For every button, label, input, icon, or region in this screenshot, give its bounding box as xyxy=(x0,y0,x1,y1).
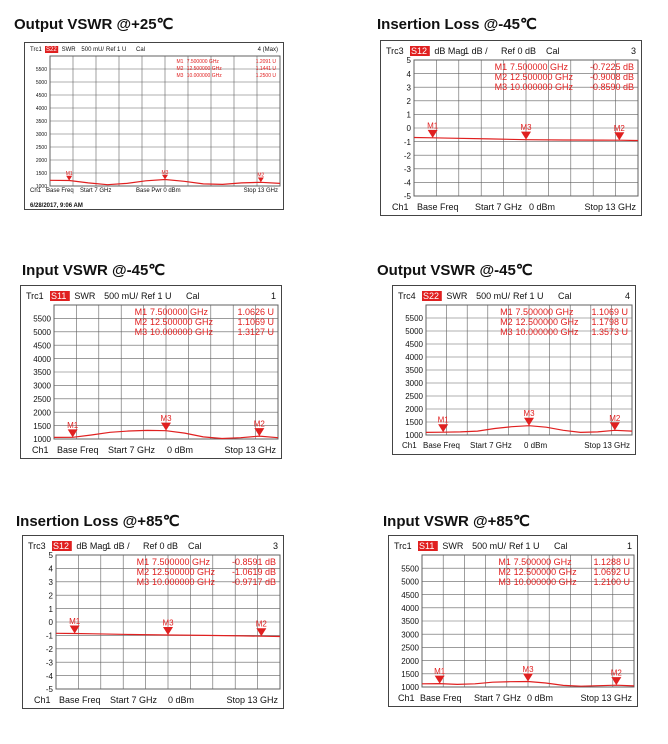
readout-freq: 12.500000 GHz xyxy=(515,317,579,327)
marker-label: M2 xyxy=(613,123,625,133)
trace-label: Trc1 xyxy=(394,541,412,551)
cal-label: Cal xyxy=(136,47,146,53)
y-tick-label: 5500 xyxy=(401,564,419,574)
trace-label: Trc1 xyxy=(26,291,44,301)
y-tick-label: 2500 xyxy=(405,392,423,402)
readout-name: M1 xyxy=(176,59,184,65)
chart-panel xyxy=(24,42,284,210)
y-tick-label: 2 xyxy=(48,591,53,601)
panel-frame xyxy=(25,43,284,210)
y-tick-label: 2500 xyxy=(401,643,419,653)
ref-label: Ref 0 dB xyxy=(143,541,179,551)
y-tick-label: 1500 xyxy=(33,421,51,431)
readout-value: -0.9717 dB xyxy=(231,577,276,587)
readout-name: M3 xyxy=(500,327,513,337)
y-tick-label: 5500 xyxy=(405,314,423,324)
cal-label: Cal xyxy=(188,541,202,551)
footer-power: 0 dBm xyxy=(524,441,548,450)
footer-mode: Base Freq xyxy=(46,188,74,194)
y-tick-label: -1 xyxy=(403,137,411,147)
format-label: SWR xyxy=(442,541,464,551)
y-tick-label: 3500 xyxy=(401,617,419,627)
marker-label: M3 xyxy=(520,123,532,133)
y-tick-label: 4500 xyxy=(405,340,423,350)
readout-freq: 12.500000 GHz xyxy=(149,317,213,327)
chart-svg xyxy=(392,285,636,455)
chart-panel xyxy=(392,285,636,455)
y-tick-label: -4 xyxy=(403,178,411,188)
y-tick-label: 4000 xyxy=(405,353,423,363)
readout-name: M3 xyxy=(136,577,150,587)
footer-start: Start 7 GHz xyxy=(110,695,158,705)
readout-value: 1.2500 U xyxy=(255,73,276,79)
readout-name: M1 xyxy=(494,62,508,72)
channel-number: 3 xyxy=(630,46,636,56)
y-tick-label: -2 xyxy=(45,644,53,654)
y-tick-label: 3 xyxy=(406,83,411,93)
chart-date: 6/28/2017, 9:06 AM xyxy=(30,203,83,209)
y-tick-label: 2000 xyxy=(401,656,419,666)
footer-channel: Ch1 xyxy=(398,693,415,703)
y-tick-label: 1000 xyxy=(401,683,419,693)
footer-channel: Ch1 xyxy=(402,441,417,450)
readout-value: 1.3573 U xyxy=(591,327,628,337)
y-tick-label: -2 xyxy=(403,151,411,161)
readout-name: M1 xyxy=(500,307,513,317)
y-tick-label: 3000 xyxy=(35,132,47,139)
format-label: SWR xyxy=(61,47,76,53)
scale-label: 500 mU/ xyxy=(476,291,511,301)
readout-name: M3 xyxy=(498,577,511,587)
chart-title: Output VSWR @+25℃ xyxy=(14,16,174,33)
chart-footer xyxy=(386,202,636,214)
channel-number: 1 xyxy=(626,541,632,551)
y-tick-label: -5 xyxy=(45,685,53,695)
marker-label: M2 xyxy=(609,413,621,423)
y-tick-label: 5 xyxy=(406,56,411,66)
readout-value: -0.9008 dB xyxy=(589,72,634,82)
footer-channel: Ch1 xyxy=(32,445,49,455)
readout-freq: 7.500000 GHz xyxy=(151,557,210,567)
marker-label: M2 xyxy=(255,619,267,629)
marker-label: M1 xyxy=(65,170,73,177)
footer-mode: Base Freq xyxy=(423,441,460,450)
chart-footer xyxy=(30,188,278,200)
chart-title: Input VSWR @-45℃ xyxy=(22,262,166,279)
y-tick-label: 5500 xyxy=(35,67,47,74)
footer-channel: Ch1 xyxy=(392,202,409,212)
scale-label: 1 dB / xyxy=(464,46,488,56)
format-label: dB Mag xyxy=(76,541,108,551)
chart-svg xyxy=(22,535,284,709)
y-tick-label: 5000 xyxy=(33,327,51,337)
param-label: S22 xyxy=(423,291,440,301)
y-tick-label: -5 xyxy=(403,192,411,202)
y-tick-label: -4 xyxy=(45,671,53,681)
y-tick-label: 2000 xyxy=(33,408,51,418)
chart-panel xyxy=(20,285,282,459)
format-label: dB Mag xyxy=(434,46,466,56)
readout-value: -0.8590 dB xyxy=(589,82,634,92)
y-tick-label: 0 xyxy=(406,124,411,134)
readout-value: 1.1441 U xyxy=(255,66,276,72)
footer-start: Start 7 GHz xyxy=(470,441,512,450)
readout-freq: 10.000000 GHz xyxy=(151,577,215,587)
readout-freq: 10.000000 GHz xyxy=(186,73,222,79)
footer-stop: Stop 13 GHz xyxy=(243,188,278,194)
chart-svg xyxy=(388,535,638,707)
cal-label: Cal xyxy=(546,46,560,56)
readout-name: M2 xyxy=(134,317,148,327)
footer-power: 0 dBm xyxy=(167,445,194,455)
scale-label: 1 dB / xyxy=(106,541,130,551)
readout-value: -0.8591 dB xyxy=(231,557,276,567)
param-label: S11 xyxy=(51,291,67,301)
chart-title: Output VSWR @-45℃ xyxy=(377,262,533,279)
y-tick-label: 1 xyxy=(406,110,411,120)
footer-start: Start 7 GHz xyxy=(475,202,523,212)
y-tick-label: 4500 xyxy=(35,93,47,100)
readout-value: 1.2091 U xyxy=(255,59,276,65)
y-tick-label: -3 xyxy=(45,658,53,668)
marker-label: M1 xyxy=(67,420,79,430)
chart-panel xyxy=(388,535,638,707)
readout-name: M2 xyxy=(494,72,508,82)
marker-label: M1 xyxy=(434,667,446,677)
readout-freq: 10.000000 GHz xyxy=(515,327,579,337)
y-tick-label: 1500 xyxy=(35,171,47,178)
marker-label: M2 xyxy=(257,172,265,179)
y-tick-label: 2000 xyxy=(405,405,423,415)
readout-freq: 12.500000 GHz xyxy=(186,66,222,72)
readout-freq: 10.000000 GHz xyxy=(513,577,577,587)
y-tick-label: 2000 xyxy=(35,158,47,165)
cal-label: Cal xyxy=(186,291,200,301)
cal-label: Cal xyxy=(554,541,568,551)
footer-stop: Stop 13 GHz xyxy=(584,202,636,212)
footer-stop: Stop 13 GHz xyxy=(226,695,278,705)
y-tick-label: 5000 xyxy=(401,577,419,587)
y-tick-label: 4500 xyxy=(33,341,51,351)
ref-label: Ref 1 U xyxy=(106,47,127,53)
readout-freq: 7.500000 GHz xyxy=(186,59,219,65)
y-tick-label: 3000 xyxy=(405,379,423,389)
readout-freq: 7.500000 GHz xyxy=(515,307,574,317)
readout-value: -1.0619 dB xyxy=(231,567,276,577)
chart-panel xyxy=(22,535,284,709)
readout-freq: 7.500000 GHz xyxy=(513,557,572,567)
y-tick-label: 1000 xyxy=(405,431,423,441)
y-tick-label: 3500 xyxy=(405,366,423,376)
y-tick-label: 1 xyxy=(48,604,53,614)
ref-label: Ref 1 U xyxy=(141,291,172,301)
y-tick-label: 4000 xyxy=(401,603,419,613)
chart-svg xyxy=(20,285,282,459)
channel-number: 1 xyxy=(270,291,276,301)
cal-label: Cal xyxy=(558,291,572,301)
y-tick-label: 1500 xyxy=(401,669,419,679)
trace-label: Trc4 xyxy=(398,291,416,301)
ref-label: Ref 0 dB xyxy=(501,46,537,56)
marker-label: M3 xyxy=(523,409,535,419)
readout-name: M3 xyxy=(176,73,184,79)
y-tick-label: 1000 xyxy=(35,184,47,191)
readout-name: M2 xyxy=(500,317,513,327)
footer-power: Base Pwr 0 dBm xyxy=(136,188,181,194)
param-label: S22 xyxy=(46,47,57,53)
readout-freq: 10.000000 GHz xyxy=(509,82,573,92)
readout-value: 1.1798 U xyxy=(591,317,628,327)
y-tick-label: 0 xyxy=(48,618,53,628)
y-tick-label: 5500 xyxy=(33,314,51,324)
readout-freq: 7.500000 GHz xyxy=(509,62,568,72)
readout-value: 1.3127 U xyxy=(237,327,274,337)
readout-value: 1.1069 U xyxy=(591,307,628,317)
y-tick-label: 3500 xyxy=(33,368,51,378)
trace-label: Trc1 xyxy=(30,47,42,53)
y-tick-label: 2500 xyxy=(33,394,51,404)
chart-title: Insertion Loss @+85℃ xyxy=(16,513,180,530)
marker-label: M3 xyxy=(161,169,169,176)
footer-stop: Stop 13 GHz xyxy=(584,441,630,450)
marker-label: M2 xyxy=(610,668,622,678)
footer-mode: Base Freq xyxy=(417,202,459,212)
chart-panel xyxy=(380,40,642,216)
y-tick-label: 4000 xyxy=(33,354,51,364)
marker-label: M2 xyxy=(253,419,265,429)
readout-value: 1.2100 U xyxy=(593,577,630,587)
readout-name: M2 xyxy=(176,66,184,72)
marker-label: M3 xyxy=(162,618,174,628)
readout-value: 1.0626 U xyxy=(237,307,274,317)
footer-power: 0 dBm xyxy=(529,202,556,212)
footer-power: 0 dBm xyxy=(527,693,554,703)
y-tick-label: 4000 xyxy=(35,106,47,113)
y-tick-label: 3000 xyxy=(33,381,51,391)
trace-label: Trc3 xyxy=(28,541,46,551)
y-tick-label: 5000 xyxy=(405,327,423,337)
footer-start: Start 7 GHz xyxy=(80,188,112,194)
readout-freq: 12.500000 GHz xyxy=(513,567,577,577)
y-tick-label: 2500 xyxy=(35,145,47,152)
marker-label: M3 xyxy=(160,414,172,424)
readout-name: M3 xyxy=(134,327,148,337)
readout-name: M1 xyxy=(134,307,148,317)
readout-name: M1 xyxy=(498,557,511,567)
y-tick-label: 1500 xyxy=(405,418,423,428)
y-tick-label: 1000 xyxy=(33,435,51,445)
readout-name: M3 xyxy=(494,82,508,92)
format-label: SWR xyxy=(446,291,468,301)
scale-label: 500 mU/ xyxy=(81,47,105,53)
marker-label: M1 xyxy=(437,415,449,425)
chart-svg xyxy=(380,40,642,216)
chart-footer xyxy=(394,693,632,705)
footer-channel: Ch1 xyxy=(30,188,42,194)
readout-name: M2 xyxy=(498,567,511,577)
y-tick-label: 3500 xyxy=(35,119,47,126)
chart-title: Insertion Loss @-45℃ xyxy=(377,16,537,33)
readout-value: 1.1288 U xyxy=(593,557,630,567)
marker-label: M1 xyxy=(427,121,439,131)
channel-number: 4 (Max) xyxy=(257,47,278,53)
scale-label: 500 mU/ xyxy=(472,541,507,551)
footer-start: Start 7 GHz xyxy=(474,693,522,703)
footer-power: 0 dBm xyxy=(168,695,195,705)
chart-footer xyxy=(28,695,278,707)
y-tick-label: 3 xyxy=(48,577,53,587)
y-tick-label: 4 xyxy=(406,69,411,79)
footer-mode: Base Freq xyxy=(59,695,101,705)
y-tick-label: 4 xyxy=(48,564,53,574)
readout-freq: 12.500000 GHz xyxy=(509,72,573,82)
footer-mode: Base Freq xyxy=(57,445,99,455)
footer-stop: Stop 13 GHz xyxy=(224,445,276,455)
y-tick-label: 2 xyxy=(406,96,411,106)
readout-value: -0.7225 dB xyxy=(589,62,634,72)
format-label: SWR xyxy=(74,291,96,301)
chart-svg xyxy=(24,42,284,210)
ref-label: Ref 1 U xyxy=(509,541,540,551)
y-tick-label: 3000 xyxy=(401,630,419,640)
param-label: S12 xyxy=(53,541,70,551)
readout-name: M2 xyxy=(136,567,150,577)
readout-freq: 10.000000 GHz xyxy=(149,327,213,337)
y-tick-label: 4500 xyxy=(401,590,419,600)
chart-footer xyxy=(26,445,276,457)
footer-stop: Stop 13 GHz xyxy=(580,693,632,703)
y-tick-label: -3 xyxy=(403,164,411,174)
readout-name: M1 xyxy=(136,557,150,567)
footer-start: Start 7 GHz xyxy=(108,445,156,455)
param-label: S11 xyxy=(419,541,435,551)
readout-value: 1.0692 U xyxy=(593,567,630,577)
channel-number: 3 xyxy=(272,541,278,551)
readout-freq: 12.500000 GHz xyxy=(151,567,215,577)
readout-value: 1.1069 U xyxy=(237,317,274,327)
scale-label: 500 mU/ xyxy=(104,291,139,301)
param-label: S12 xyxy=(411,46,428,56)
readout-freq: 7.500000 GHz xyxy=(149,307,208,317)
chart-title: Input VSWR @+85℃ xyxy=(383,513,530,530)
trace-label: Trc3 xyxy=(386,46,404,56)
marker-label: M1 xyxy=(69,617,81,627)
y-tick-label: -1 xyxy=(45,631,53,641)
y-tick-label: 5000 xyxy=(35,80,47,87)
channel-number: 4 xyxy=(624,291,630,301)
ref-label: Ref 1 U xyxy=(513,291,544,301)
y-tick-label: 5 xyxy=(48,551,53,561)
marker-label: M3 xyxy=(522,664,534,674)
footer-channel: Ch1 xyxy=(34,695,51,705)
footer-mode: Base Freq xyxy=(420,693,462,703)
chart-footer xyxy=(398,441,630,453)
